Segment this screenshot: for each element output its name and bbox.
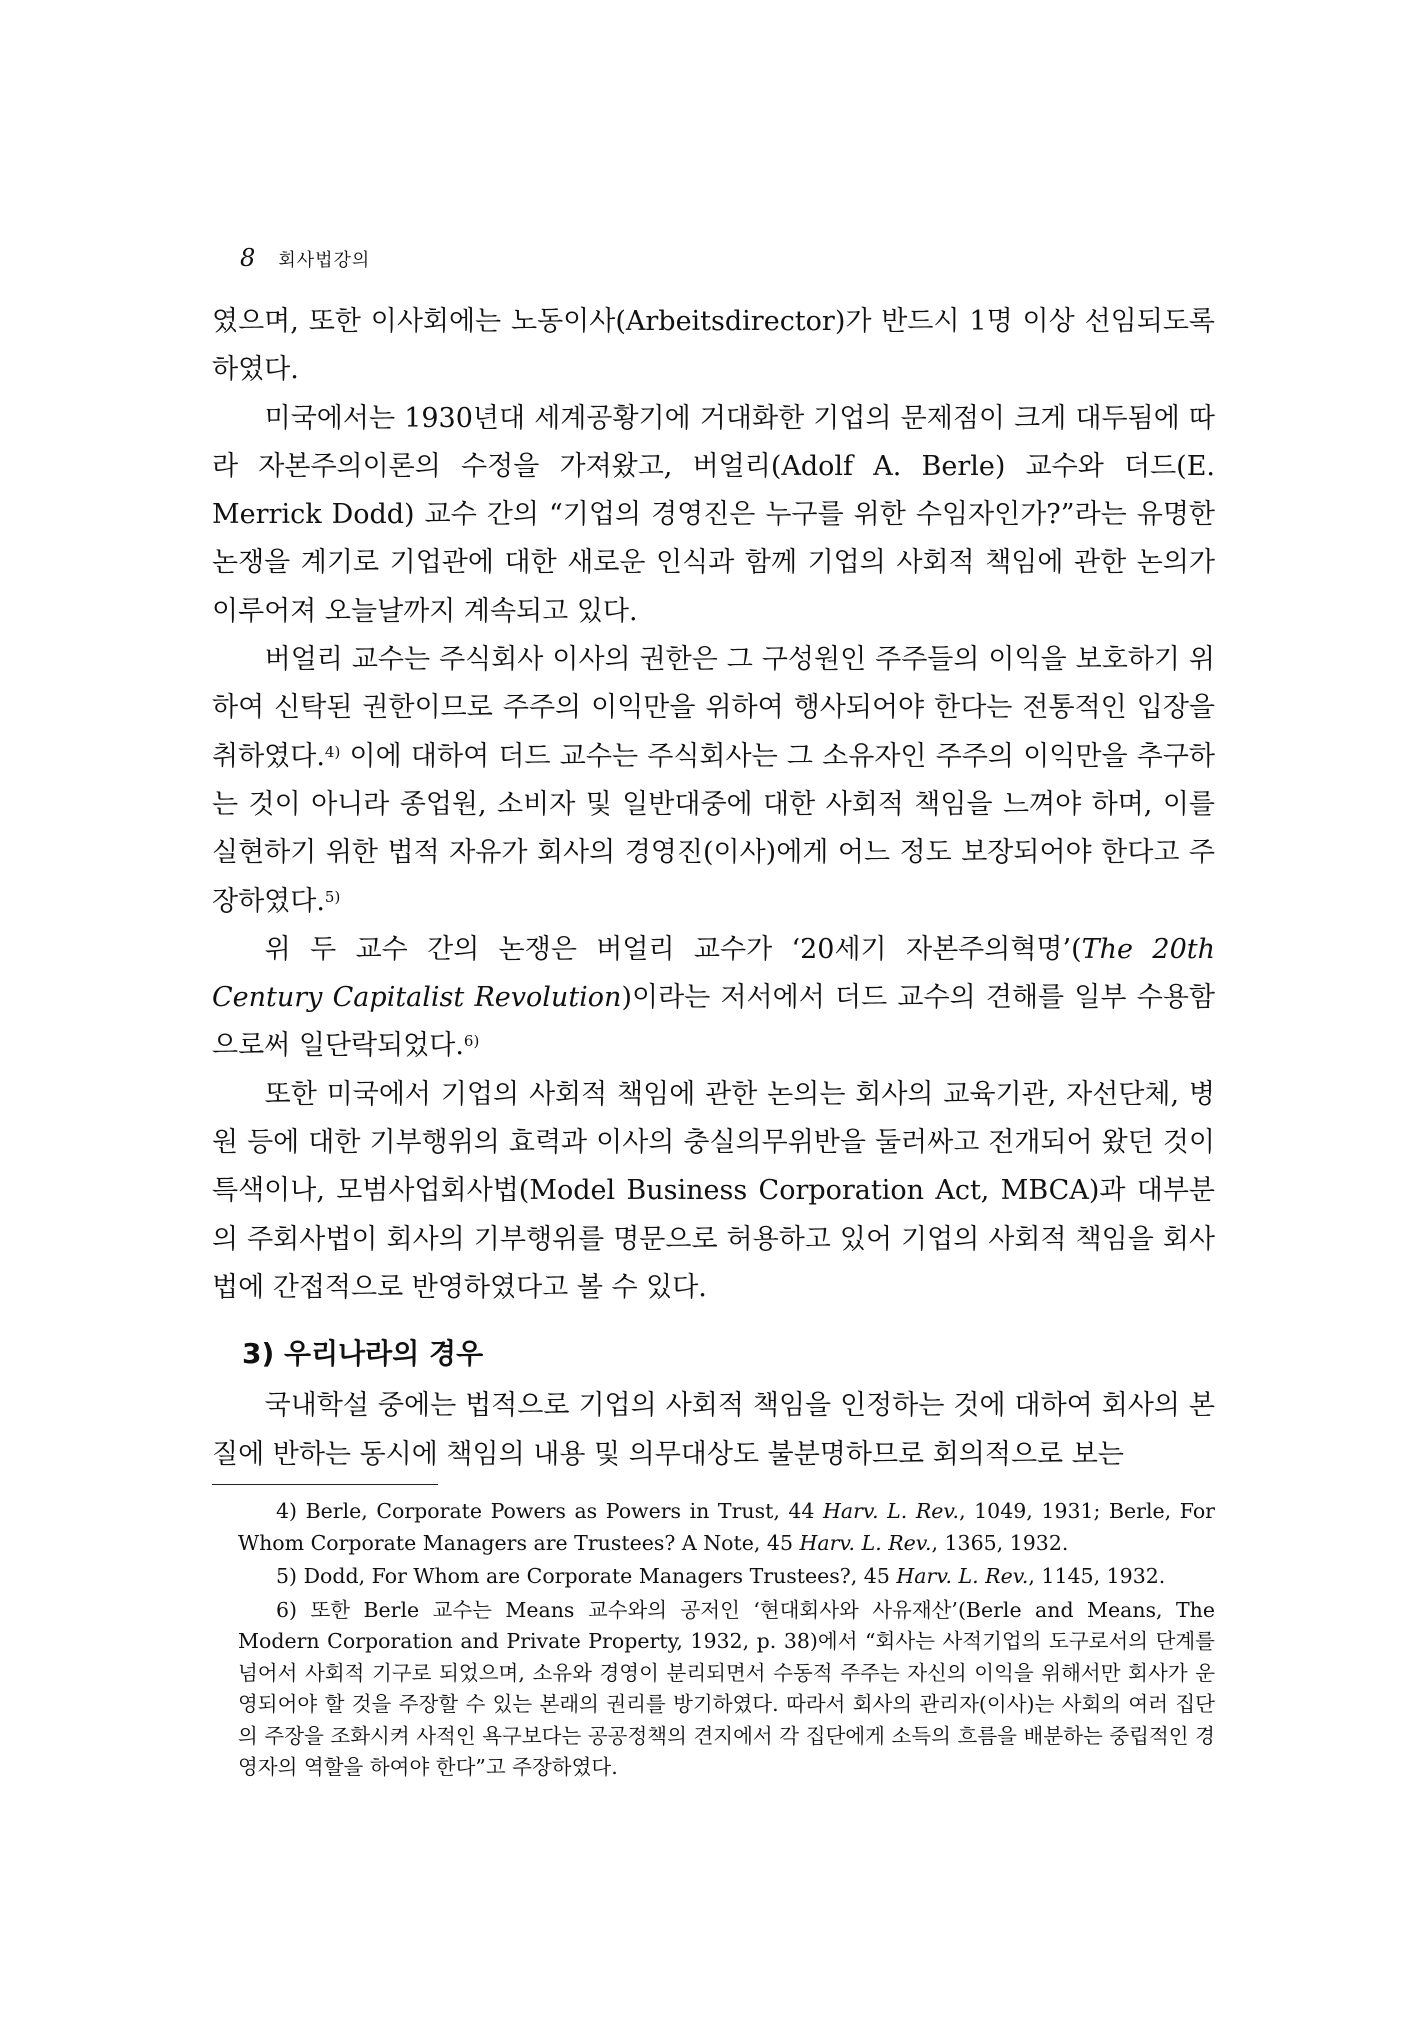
journal-name: Harv. L. Rev. xyxy=(823,1499,960,1523)
footnote-4-text-b: , 1049, 1931; Berle, For Whom Corporate Managers are Trustees? A Note, 45 xyxy=(238,1499,1215,1555)
journal-name: Harv. L. Rev. xyxy=(799,1530,932,1555)
footnote-6-text: 또한 Berle 교수는 Means 교수와의 공저인 ‘현대회사와 사유재산’(Berle and Means, The Modern Corporation and Private Property, 1932, p. 38)에서 “회사는 사적기업의 도구로서의 단계를 넘어서 사회적 기구로 되었으며, 소유와 경영이 분리되면서 수동적 주주는 자신의 이익을 위해서만 회사가 운영되어야 할 것을 주장할 수 있는 본래의 권리를 방기하였다. 따라서 회사의 관리자(이사)는 사회의 여러 집단의 주장을 조화시켜 사적인 욕구보다는 공공정책의 견지에서 각 집단에게 소득의 흐름을 배분하는 중립적인 경영자의 역할을 하여야 한다”고 주장하였다. xyxy=(238,1597,1215,1779)
paragraph-3-part-b: 이에 대하여 더드 교수는 주식회사는 그 소유자인 주주의 이익만을 추구하는 것이 아니라 종업원, 소비자 및 일반대중에 대한 사회적 책임을 느껴야 하며, 이를 실현하기 위한 법적 자유가 회사의 경영진(이사)에게 어느 정도 보장되어야 한다고 주장하였다. xyxy=(212,740,1215,917)
book-title-italic: The 20th Century Capitalist Revolution xyxy=(212,933,1215,1014)
paragraph-4-part-b: )이라는 저서에서 더드 교수의 견해를 일부 수용함으로써 일단락되었다. xyxy=(212,982,1215,1062)
footnotes xyxy=(212,1496,1215,1786)
footnote-5 xyxy=(212,1561,1215,1593)
paragraph-6: 국내학설 중에는 법적으로 기업의 사회적 책임을 인정하는 것에 대하여 회사의 본질에 반하는 동시에 책임의 내용 및 의무대상도 불분명하므로 회의적으로 보는 xyxy=(212,1390,1215,1470)
page-number: 8 xyxy=(240,244,256,272)
paragraph-2: 미국에서는 1930년대 세계공황기에 거대화한 기업의 문제점이 크게 대두됨에 따라 자본주의이론의 수정을 가져왔고, 버얼리(Adolf A. Berle) 교수와 더드(E. Merrick Dodd) 교수 간의 “기업의 경영진은 누구를 위한 수임자인가?”라는 유명한 논쟁을 계기로 기업관에 대한 새로운 인식과 함께 기업의 사회적 책임에 관한 논의가 이루어져 오늘날까지 계속되고 있다. xyxy=(212,402,1215,627)
footnote-ref-6[interactable]: 6) xyxy=(463,1032,480,1051)
section-heading: 3) 우리나라의 경우 xyxy=(242,1337,484,1371)
book-title: 회사법강의 xyxy=(278,250,371,271)
body-text xyxy=(212,298,1215,1479)
paragraph-3-part-a: 버얼리 교수는 주식회사 이사의 권한은 그 구성원인 주주들의 이익을 보호하기 위하여 신탁된 권한이므로 주주의 이익만을 위하여 행사되어야 한다는 전통적인 입장을 취하였다. xyxy=(212,644,1215,772)
footnote-6-number: 6) xyxy=(276,1597,298,1622)
footnote-4 xyxy=(212,1496,1215,1559)
footnote-5-number: 5) xyxy=(276,1564,298,1588)
paragraph-1: 였으며, 또한 이사회에는 노동이사(Arbeitsdirector)가 반드시 1명 이상 선임되도록 하였다. xyxy=(212,306,1215,386)
footnote-5-text-b: , 1145, 1932. xyxy=(1028,1564,1166,1588)
paragraph-5: 또한 미국에서 기업의 사회적 책임에 관한 논의는 회사의 교육기관, 자선단체, 병원 등에 대한 기부행위의 효력과 이사의 충실의무위반을 둘러싸고 전개되어 왔던 것이 특색이나, 모범사업회사법(Model Business Corporation Act, MBCA)과 대부분의 주회사법이 회사의 기부행위를 명문으로 허용하고 있어 기업의 사회적 책임을 회사법에 간접적으로 반영하였다고 볼 수 있다. xyxy=(212,1078,1215,1303)
footnote-rule xyxy=(212,1484,438,1485)
footnote-4-text-c: , 1365, 1932. xyxy=(931,1530,1069,1555)
paragraph-4-part-a: 위 두 교수 간의 논쟁은 버얼리 교수가 ‘20세기 자본주의혁명’( xyxy=(264,933,1082,965)
paragraph-4 xyxy=(212,926,1215,1071)
footnote-6 xyxy=(212,1595,1215,1784)
journal-name: Harv. L. Rev. xyxy=(896,1564,1029,1588)
footnote-ref-5[interactable]: 5) xyxy=(324,887,341,906)
footnote-4-number: 4) xyxy=(276,1499,298,1523)
footnote-4-text-a: Berle, Corporate Powers as Powers in Trust, 44 xyxy=(305,1499,824,1523)
footnote-ref-4[interactable]: 4) xyxy=(324,742,341,761)
footnote-5-text-a: Dodd, For Whom are Corporate Managers Trustees?, 45 xyxy=(303,1564,897,1588)
paragraph-3 xyxy=(212,636,1215,926)
running-header xyxy=(240,244,370,272)
